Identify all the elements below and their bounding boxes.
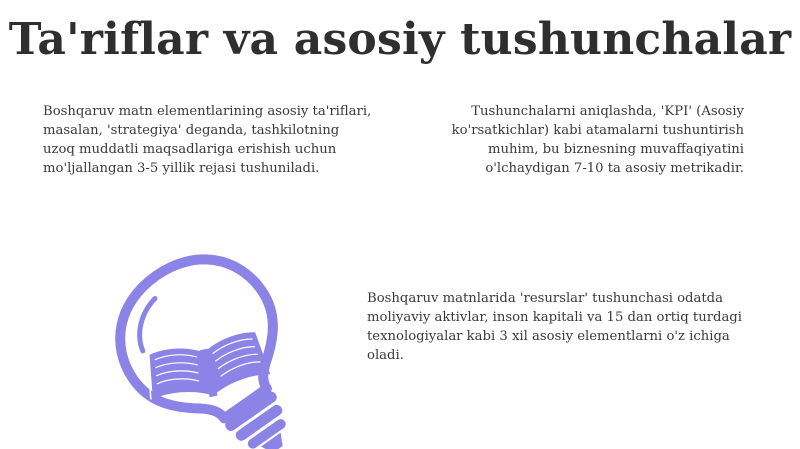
paragraph-kpi: Tushunchalarni aniqlashda, 'KPI' (Asosiy ko'rsatkichlar) kabi atamalarni tushuntirish muhim, bu biznesning muvaffaqiyatini o'lchaydigan 7-10 ta asosiy metrikadir. bbox=[451, 104, 744, 176]
paragraph-strategy: Boshqaruv matn elementlarining asosiy ta'riflari, masalan, 'strategiya' deganda, tashkilotning uzoq muddatli maqsadlariga erishish uchun mo'ljallangan 3-5 yillik rejasi tushuniladi. bbox=[43, 104, 372, 176]
lightbulb-book-icon bbox=[96, 252, 308, 449]
slide-title: Ta'riflar va asosiy tushunchalar bbox=[8, 14, 792, 65]
paragraph-resources: Boshqaruv matnlarida 'resurslar' tushunchasi odatda moliyaviy aktivlar, inson kapitali va 15 dan ortiq turdagi texnologiyalar kabi 3 xil asosiy elementlarni o'z ichiga oladi. bbox=[367, 291, 742, 363]
